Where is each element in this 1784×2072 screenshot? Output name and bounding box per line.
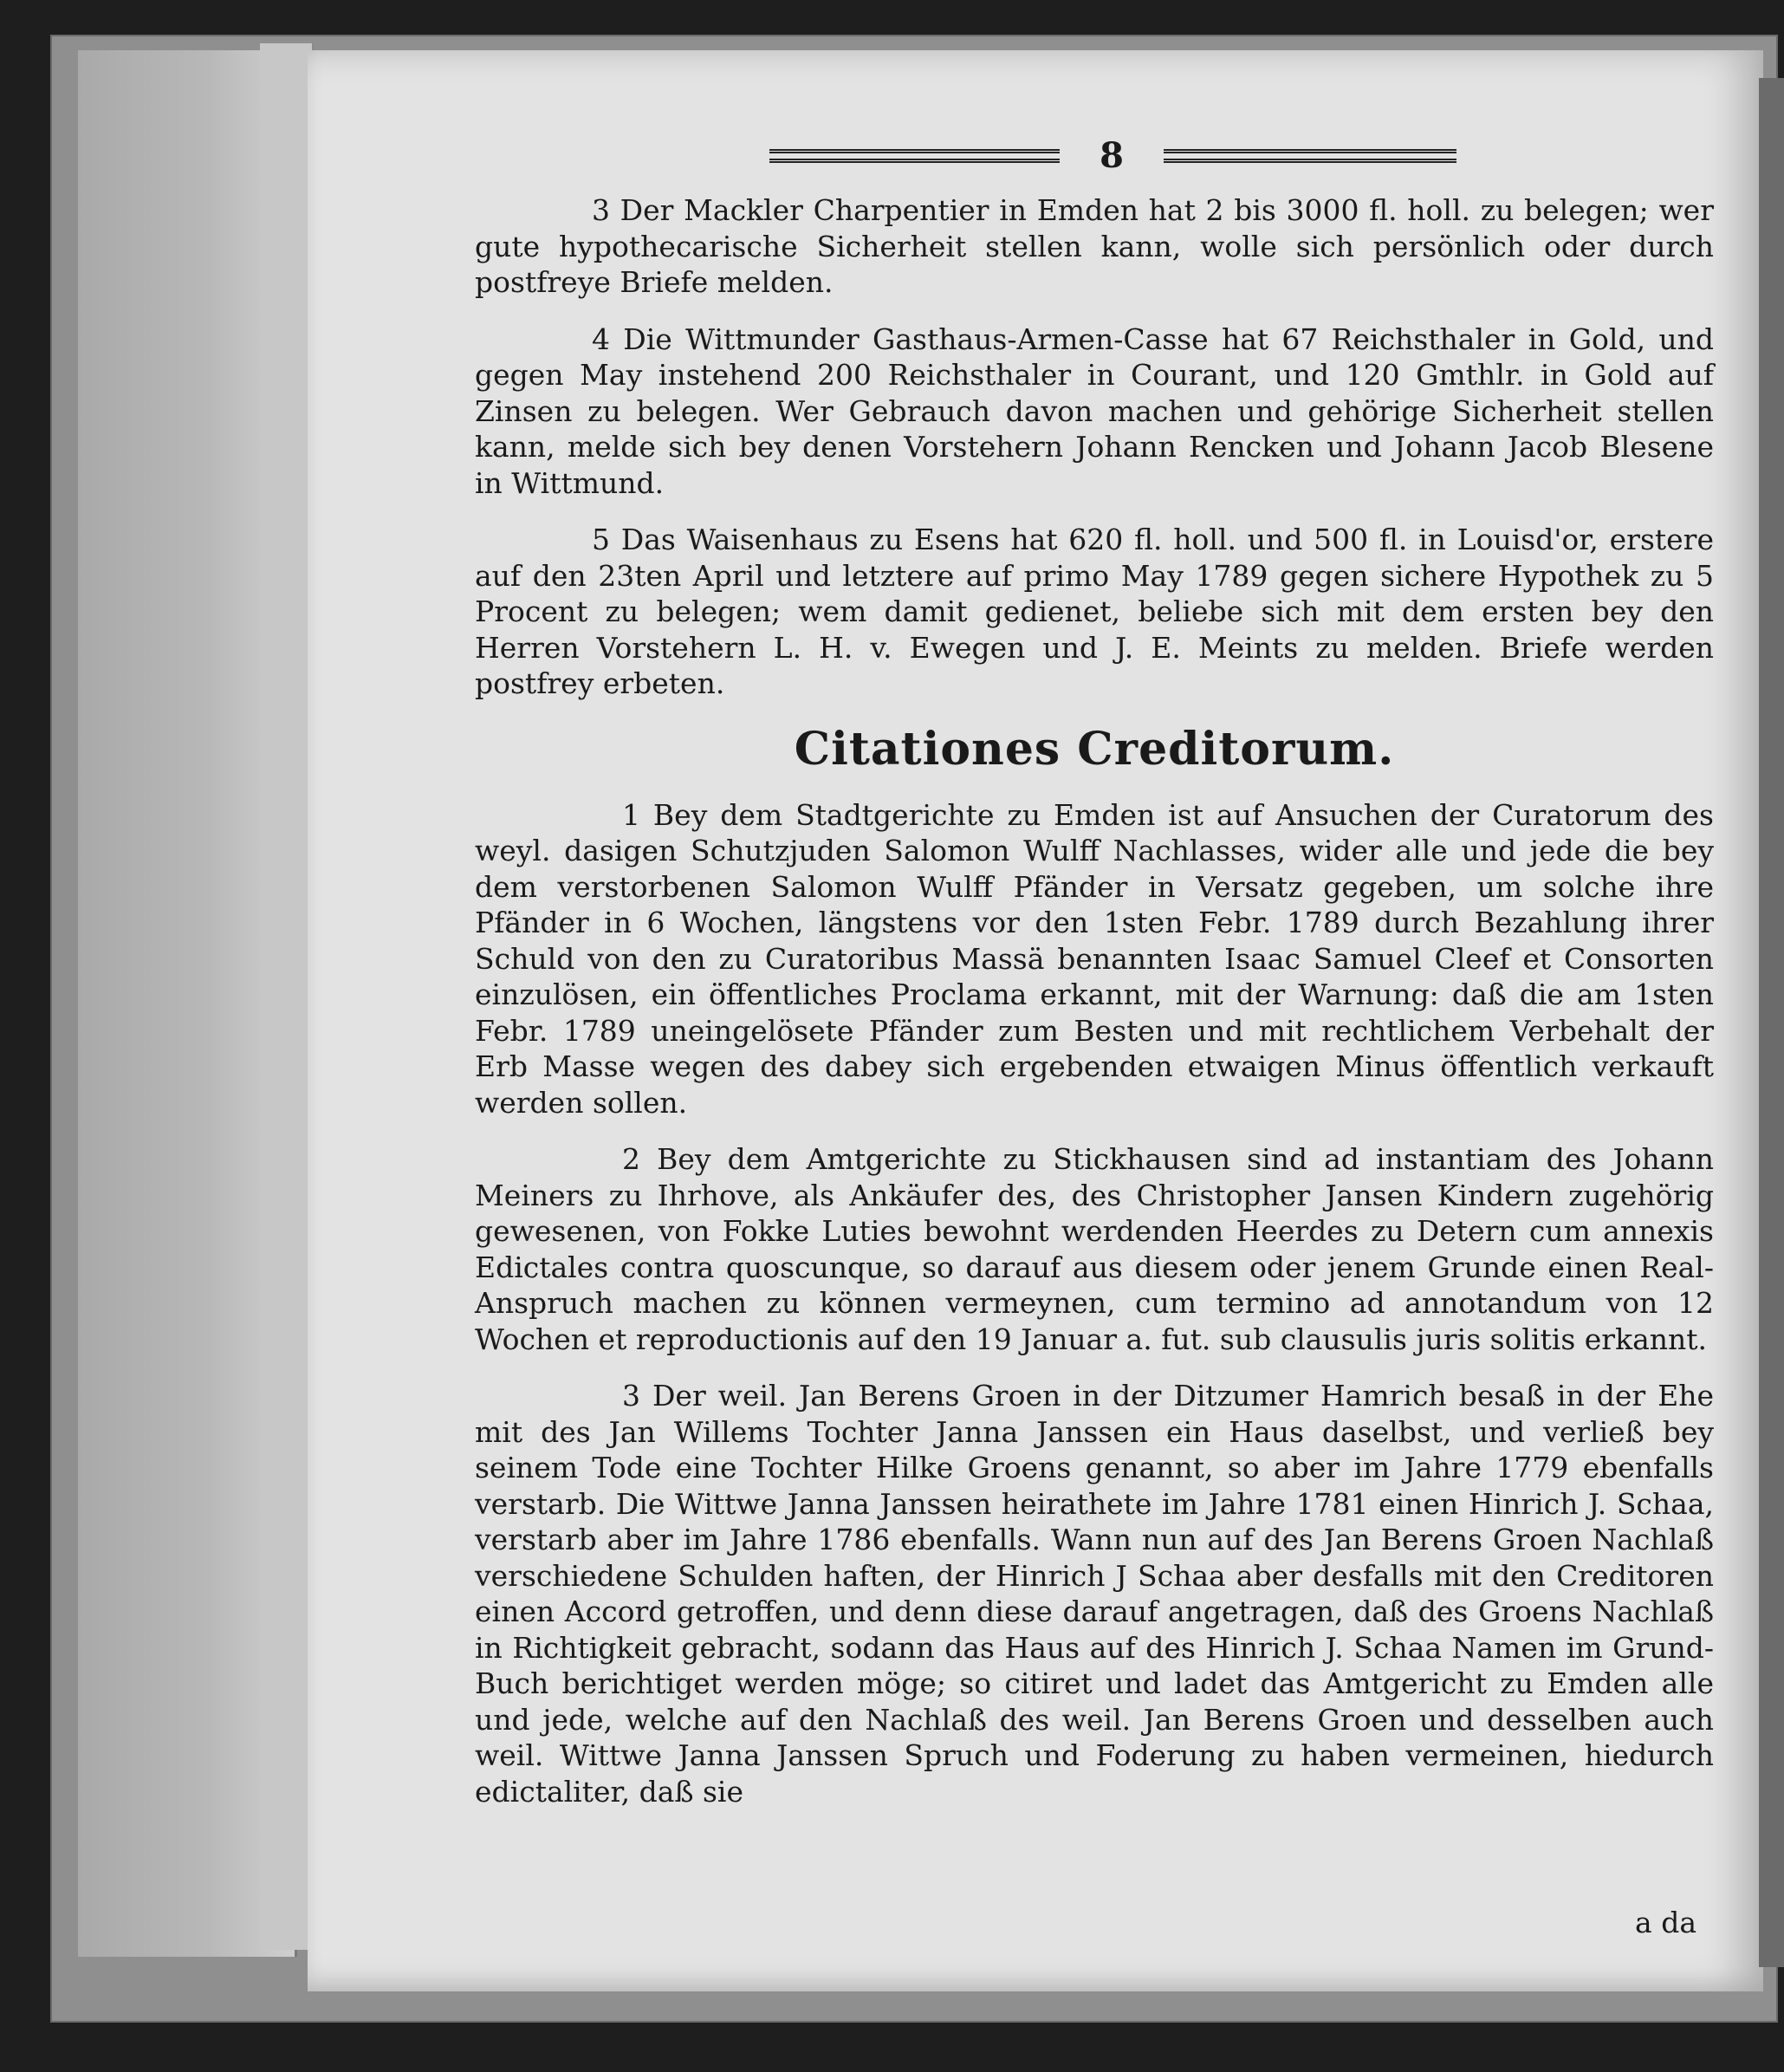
- page-edge-shadow: [1759, 78, 1784, 1967]
- notice-entry-5: 5 Das Waisenhaus zu Esens hat 620 fl. holl. und 500 fl. in Louisd'or, erstere auf den 23ten April und letztere auf primo May 1789 gegen sichere Hypothek zu 5 Procent zu belegen; wem damit gedienet, beliebe sich mit dem ersten bey den Herren Vorstehern L. H. v. Ewegen und J. E. Meints zu melden. Briefe werden postfrey erbeten.: [475, 523, 1714, 700]
- citation-entry-3: 3 Der weil. Jan Berens Groen in der Ditzumer Hamrich besaß in der Ehe mit des Jan Willems Tochter Janna Janssen ein Haus daselbst, und verließ bey seinem Tode eine Tochter Hilke Groens genannt, so aber im Jahre 1779 ebenfalls verstarb. Die Wittwe Janna Janssen heirathete im Jahre 1781 einen Hinrich J. Schaa, verstarb aber im Jahre 1786 ebenfalls. Wann nun auf des Jan Berens Groen Nachlaß verschiedene Schulden haften, der Hinrich J Schaa aber desfalls mit den Creditoren einen Accord getroffen, und denn diese darauf angetragen, daß des Groens Nachlaß in Richtigkeit gebracht, sodann das Haus auf des Hinrich J. Schaa Namen im Grund-Buch berichtiget werden möge; so citiret und ladet das Amtgericht zu Emden alle und jede, welche auf den Nachlaß des weil. Jan Berens Groen und desselben auch weil. Wittwe Janna Janssen Spruch und Foderung zu haben vermeinen, hiedurch edictaliter, daß sie: [475, 1379, 1714, 1809]
- citation-entry-2: 2 Bey dem Amtgerichte zu Stickhausen sind ad instantiam des Johann Meiners zu Ihrhove, als Ankäufer des, des Christopher Jansen Kindern zugehörig gewesenen, von Fokke Luties bewohnt werdenden Heerdes zu Detern cum annexis Edictales contra quoscunque, so darauf aus diesem oder jenem Grunde einen Real-Anspruch machen zu können vermeynen, cum termino ad annotandum von 12 Wochen et reproductionis auf den 19 Januar a. fut. sub clausulis juris solitis erkannt.: [475, 1142, 1714, 1356]
- page-number: 8: [1100, 135, 1124, 176]
- page-gutter: [260, 43, 314, 1950]
- page-header: [475, 130, 1714, 182]
- page-content: [475, 130, 1714, 1939]
- header-rule-left: [769, 149, 1060, 163]
- section-title: Citationes Creditorum.: [794, 722, 1395, 776]
- notice-entry-4: 4 Die Wittmunder Gasthaus-Armen-Casse hat 67 Reichsthaler in Gold, und gegen May instehend 200 Reichsthaler in Courant, und 120 Gmthlr. in Gold auf Zinsen zu belegen. Wer Gebrauch davon machen und gehörige Sicherheit stellen kann, melde sich bey denen Vorstehern Johann Rencken und Johann Jacob Blesene in Wittmund.: [475, 322, 1714, 500]
- catchword: a da: [1635, 1906, 1696, 1939]
- notice-entry-3: 3 Der Mackler Charpentier in Emden hat 2 bis 3000 fl. holl. zu belegen; wer gute hypothecarische Sicherheit stellen kann, wolle sich persönlich oder durch postfreye Briefe melden.: [475, 193, 1714, 299]
- header-rule-right: [1164, 149, 1456, 163]
- citation-entry-1: 1 Bey dem Stadtgerichte zu Emden ist auf Ansuchen der Curatorum des weyl. dasigen Schutzjuden Salomon Wulff Nachlasses, wider alle und jede die bey dem verstorbenen Salomon Wulff Pfänder in Versatz gegeben, um solche ihre Pfänder in 6 Wochen, längstens vor den 1sten Febr. 1789 durch Bezahlung ihrer Schuld von den zu Curatoribus Massä benannten Isaac Samuel Cleef et Consorten einzulösen, ein öffentliches Proclama erkannt, mit der Warnung: daß die am 1sten Febr. 1789 uneingelösete Pfänder zum Besten und mit rechtlichem Verbehalt der Erb Masse wegen des dabey sich ergebenden etwaigen Minus öffentlich verkauft werden sollen.: [475, 797, 1714, 1120]
